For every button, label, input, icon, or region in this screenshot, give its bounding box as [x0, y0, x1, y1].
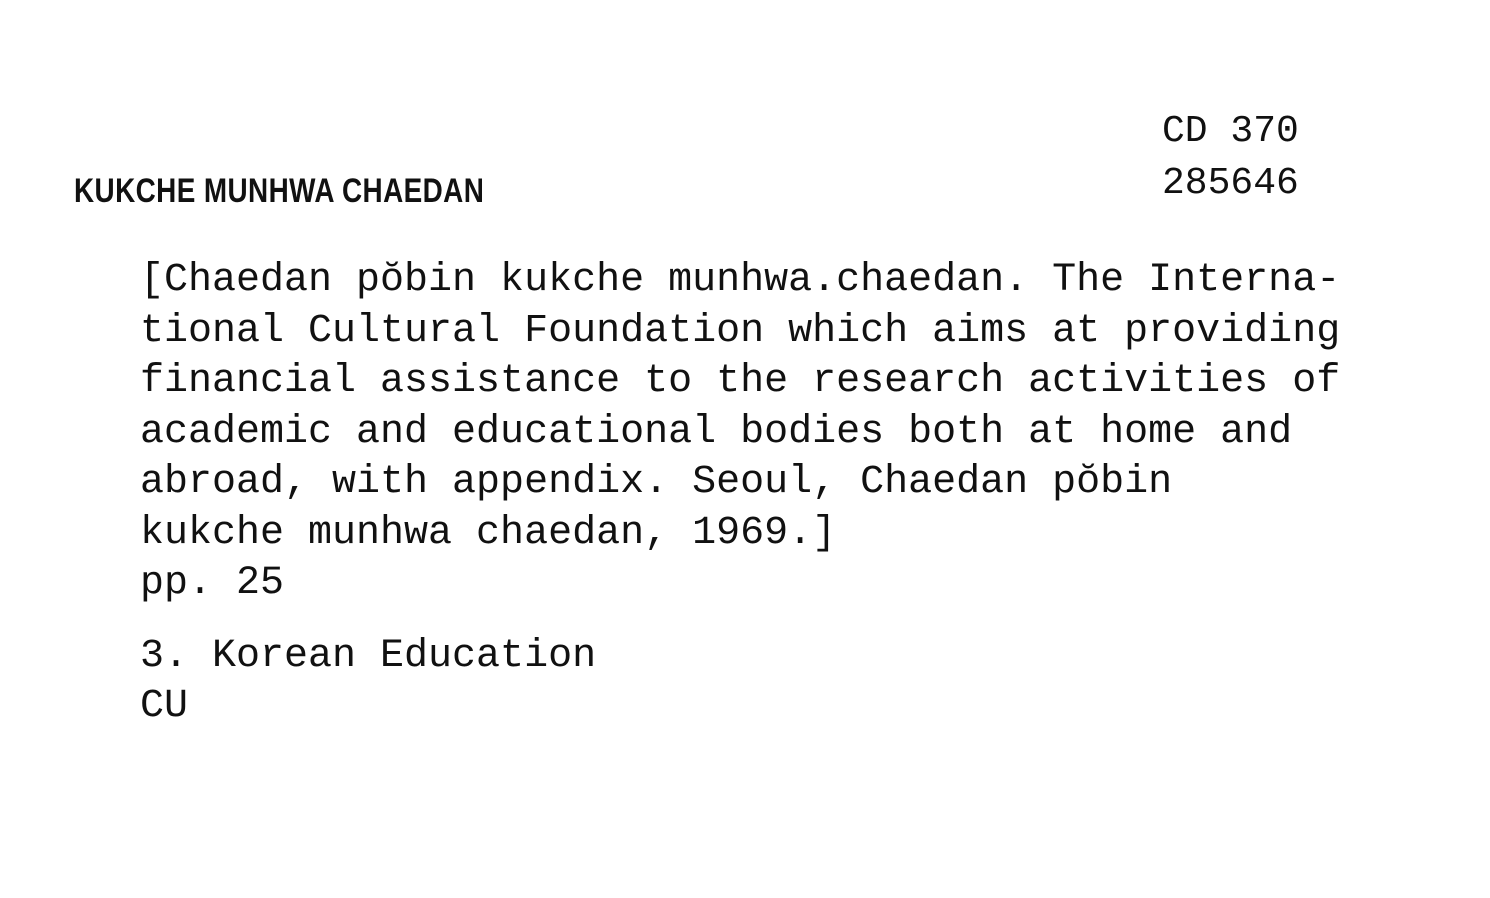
card-heading: KUKCHE MUNHWA CHAEDAN [74, 172, 485, 210]
subject-heading: 3. Korean Education [140, 634, 597, 679]
call-number [1162, 106, 1299, 210]
description-line: kukche munhwa chaedan, 1969.] [140, 510, 837, 556]
subject-block [140, 632, 596, 732]
description-line: [Chaedan pŏbin kukche munhwa.chaedan. The Interna- [140, 258, 1341, 303]
pagination: pp. 25 [140, 561, 285, 606]
description-line: academic and educational bodies both at home and [140, 409, 1293, 455]
call-number-accession: 285646 [1162, 162, 1299, 205]
description-line: abroad, with appendix. Seoul, Chaedan pŏbin [140, 460, 1173, 505]
call-number-class: CD 370 [1162, 110, 1299, 153]
location-code: CU [140, 684, 189, 729]
bibliographic-description [140, 256, 1420, 610]
description-line: financial assistance to the research activities of [140, 359, 1341, 404]
description-line: tional Cultural Foundation which aims at providing [140, 308, 1341, 354]
